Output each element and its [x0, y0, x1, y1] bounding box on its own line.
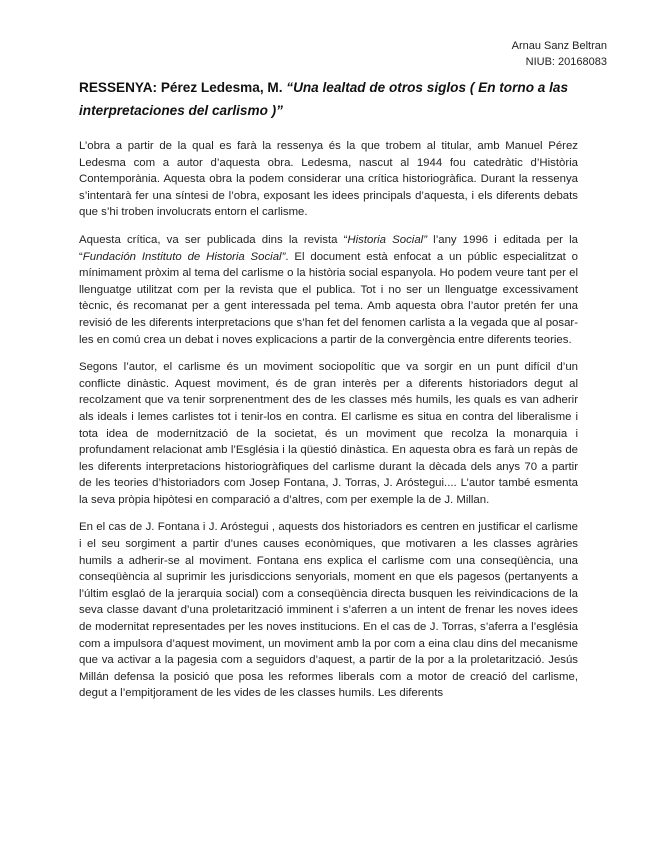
paragraph-2	[79, 232, 578, 348]
p2-text-a: Aquesta crítica, va ser publicada dins la revista “	[79, 233, 348, 246]
paragraph-1: L’obra a partir de la qual es farà la ressenya és la que trobem al titular, amb Manuel Pérez Ledesma com a autor d’aquesta obra. Ledesma, nascut al 1944 fou catedràtic d’Història Contemporània. Aquesta obra la podem considerar una crítica historiogràfica. Durant la ressenya s’intentarà fer una síntesi de l’obra, exposant les idees principals d’aquesta, i els diferents debats que s’hi troben involucrats entorn el carlisme.	[79, 140, 578, 219]
p2-text-e: . El document està enfocat a un públic especialitzat o mínimament pròxim al tema del carlisme o la història social espanyola. Ho podem veure tant per el llenguatge utilitzat com per la revista que el publica. Tot i no ser un llenguatge excessivament tècnic, és recomanat per a gent interessada pel tema. Amb aquesta obra l’autor pretén fer una revisió de les diferents interpretacions que s’han fet del fenomen carlista a la vegada que al posar-les en comú crea un debat i noves explicacions a partir de la convergència entre diferents teories.	[79, 250, 578, 346]
title-work: “Una lealtad de otros siglos ( En torno a las interpretaciones del carlismo )”	[79, 80, 569, 118]
paragraph-3: Segons l’autor, el carlisme és un moviment sociopolític que va sorgir en un punt difícil d’un conflicte dinàstic. Aquest moviment, és de gran interès per a diferents historiadors degut al recolzament que va tenir sorprenentment des de les classes més humils, les quals es van adherir als ideals i lemes carlistes tot i tenir-los en contra. El carlisme es situa en contra del liberalisme i tota idea de modernització de la societat, és un moviment que recolza la monarquia i profundament relacionat amb l’Església i la qüestió dinàstica. En aquesta obra es farà un repàs de les diferents interpretacions historiogràfiques del carlisme durant la dècada dels anys 70 a partir de les teories d’historiadors com Josep Fontana, J. Torras, J. Aróstegui.... L’autor també esmenta la seva pròpia hipòtesi en comparació a d’altres, com per exemple la de J. Millan.	[79, 361, 578, 506]
student-id: NIUB: 20168083	[525, 56, 607, 68]
review-title	[79, 76, 599, 122]
p2-text-c: l’any 1996 i editada per la “	[79, 233, 579, 263]
author-name: Arnau Sanz Beltran	[511, 40, 607, 52]
paragraph-4: En el cas de J. Fontana i J. Aróstegui , aquests dos historiadors es centren en justificar el carlisme i el seu sorgiment a partir d’unes causes econòmiques, que motivaren a les classes agràries humils a adherir-se al moviment. Fontana ens explica el carlisme com una conseqüència, una conseqüència al suprimir les jurisdiccions senyorials, moment en que els pagesos (pertanyents a l’últim esglaó de la jerarquia social) com a conseqüència directa busquen les reivindicacions de la seva classe davant d’una proletarització imminent i s’aferren a un intent de frenar les noves idees de modernitat representades per les noves institucions. En el cas de J. Torras, s’aferra a l’església com a impulsora d’aquest moviment, un moviment amb la por com a eina clau dins del mecanisme que va activar a la pagesia com a seguidors d’aquest, a partir de la por a la proletarització. Jesús Millán defensa la posició que posa les reformes liberals com a motor de creació del carlisme, degut a l’empitjorament de les vides de les classes humils. Les diferents	[79, 521, 578, 700]
title-prefix: RESSENYA: Pérez Ledesma, M.	[79, 80, 287, 95]
publisher-name: Fundación Instituto de Historia Social”	[82, 250, 286, 263]
author-block	[512, 38, 607, 70]
journal-name: Historia Social”	[347, 233, 428, 246]
review-body	[79, 138, 578, 713]
